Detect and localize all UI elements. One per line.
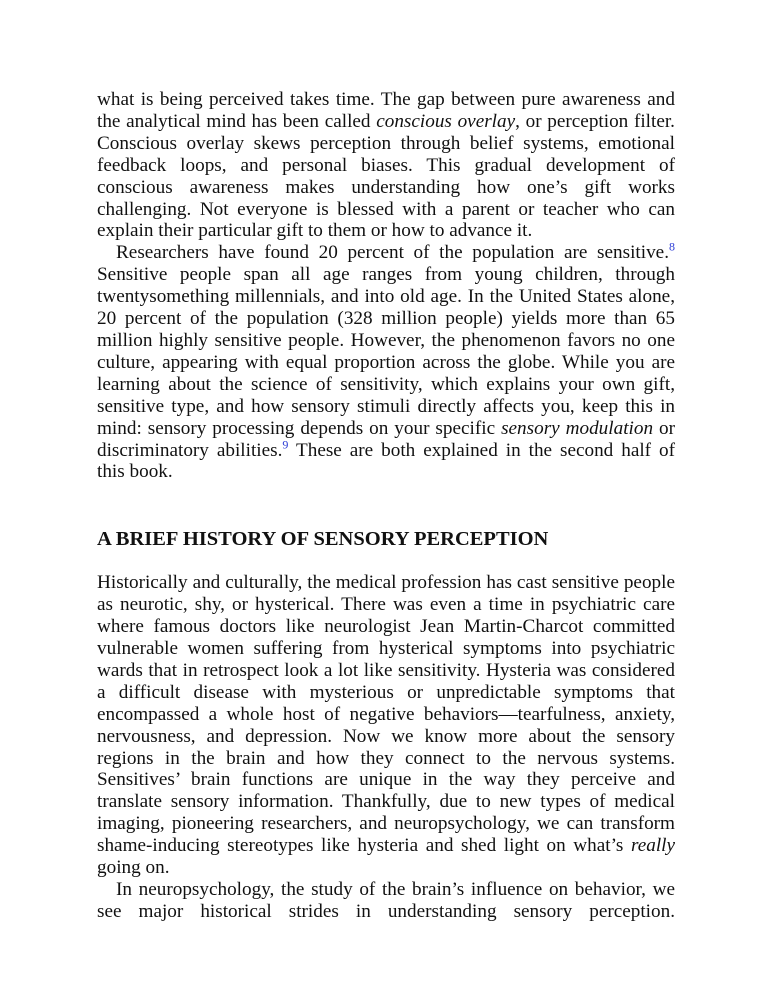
- text-run: These are both explained in the second half of this book.: [97, 439, 675, 483]
- paragraph-conscious-overlay: [97, 89, 675, 242]
- text-run: Historically and culturally, the medical profession has cast sensitive people as neurotic, shy, or hysterical. There was even a time in psychiatric care where famous doctors like neurologist Jean Martin-Charcot committed vulnerable women suffering from hysterical symptoms into psychiatric wards that in retrospect look a lot like sensitivity. Hysteria was considered a difficult disease with mysterious or unpredictable symptoms that encompassed a whole host of negative behaviors—tearfulness, anxiety, nervousness, and depression. Now we know more about the sensory regions in the brain and how they connect to the nervous systems. Sensitives’ brain functions are unique in the way they perceive and translate sensory information. Thankfully, due to new types of medical imaging, pioneering researchers, and neuropsychology, we can transform shame-inducing stereotypes like hysteria and shed light on what’s: [97, 572, 675, 857]
- document-page: [97, 89, 675, 923]
- section-heading: A BRIEF HISTORY OF SENSORY PERCEPTION: [97, 528, 549, 551]
- paragraph-researchers: [97, 239, 676, 483]
- text-run: Researchers have found 20 percent of the population are sensitive.: [116, 242, 669, 264]
- footnote-ref-8[interactable]: 8: [669, 239, 675, 254]
- paragraph-neuropsychology: [97, 879, 675, 923]
- text-run: what is being perceived takes time. The gap between pure awareness and the analytical mind has been called: [97, 89, 675, 132]
- text-run: In neuropsychology, the study of the brain’s influence on behavior, we see major historical strides in understanding sensory perception.: [97, 879, 675, 922]
- emphasis-conscious-overlay: conscious overlay: [376, 110, 516, 132]
- emphasis-really: really: [630, 835, 675, 857]
- text-run: going on.: [97, 857, 170, 879]
- text-run: or discriminatory abilities.: [97, 417, 676, 461]
- text-run: Sensitive people span all age ranges from young children, through twentysomething millennials, and into old age. In the United States alone, 20 percent of the population (328 million people) yields more than 65 million highly sensitive people. However, the phenomenon favors no one culture, appearing with equal proportion across the globe. While you are learning about the science of sensitivity, which explains your own gift, sensitive type, and how sensory stimuli directly affects you, keep this in mind: sensory processing depends on your specific: [97, 264, 675, 439]
- emphasis-sensory-modulation: sensory modulation: [501, 417, 654, 439]
- paragraph-history: [97, 572, 675, 879]
- footnote-ref-9[interactable]: 9: [282, 437, 289, 452]
- text-run: , or perception filter. Conscious overlay skews perception through belief systems, emotional feedback loops, and personal biases. This gradual development of conscious awareness makes understanding how one’s gift works challenging. Not everyone is blessed with a parent or teacher who can explain their particular gift to them or how to advance it.: [97, 110, 675, 242]
